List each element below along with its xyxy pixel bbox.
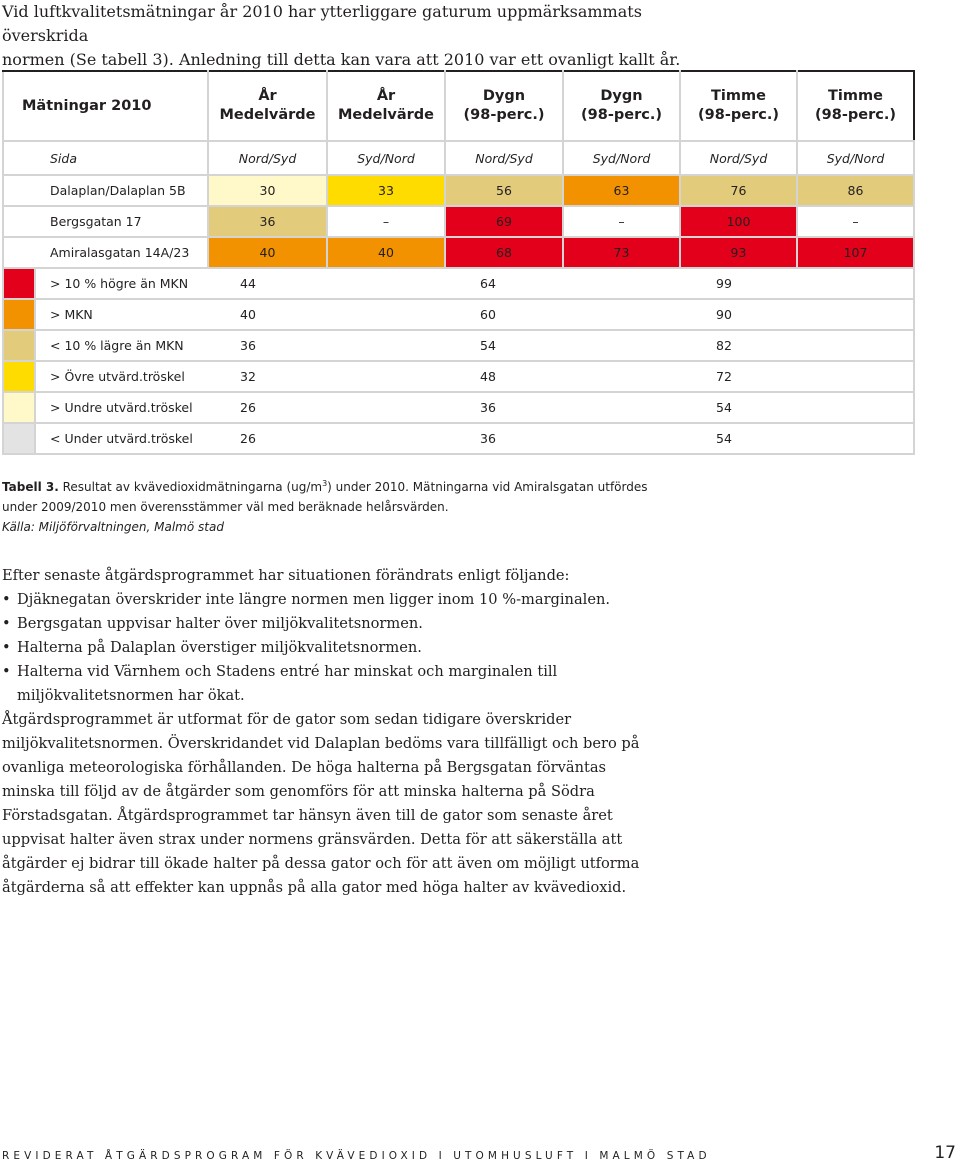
list-item <box>2 660 642 708</box>
caption-superscript: 3 <box>322 479 328 488</box>
legend-content <box>35 299 914 330</box>
table-cell: Nord/Syd <box>680 141 797 175</box>
table-cell: 40 <box>208 237 327 268</box>
table-cell: 93 <box>680 237 797 268</box>
column-header: Dygn (98-perc.) <box>445 71 563 141</box>
table-cell: – <box>797 206 914 237</box>
running-footer: REVIDERAT ÅTGÄRDSPROGRAM FÖR KVÄVEDIOXID I UTOMHUSLUFT I MALMÖ STAD <box>2 1150 711 1162</box>
threshold-value: 32 <box>240 369 256 384</box>
legend-swatch <box>3 423 35 454</box>
table-cell: 76 <box>680 175 797 206</box>
legend-swatch <box>3 361 35 392</box>
legend-row <box>3 330 914 361</box>
threshold-value: 82 <box>716 338 732 353</box>
threshold-value: 54 <box>716 400 732 415</box>
table-row <box>3 206 914 237</box>
caption-text-a: Resultat av kvävedioxidmätningarna (ug/m <box>58 480 323 494</box>
threshold-value: 40 <box>240 307 256 322</box>
list-item <box>2 636 642 660</box>
threshold-value: 26 <box>240 400 256 415</box>
table-cell: 69 <box>445 206 563 237</box>
column-header: År Medelvärde <box>327 71 445 141</box>
column-header: Timme (98-perc.) <box>797 71 914 141</box>
table-cell: Nord/Syd <box>208 141 327 175</box>
threshold-value: 72 <box>716 369 732 384</box>
table-cell: 68 <box>445 237 563 268</box>
legend-row <box>3 423 914 454</box>
row-label: Dalaplan/Dalaplan 5B <box>3 175 208 206</box>
threshold-value: 44 <box>240 276 256 291</box>
table-cell: Syd/Nord <box>797 141 914 175</box>
bullet-icon: • <box>2 663 11 680</box>
list-item-text: Halterna på Dalaplan överstiger miljökvalitetsnormen. <box>17 639 422 656</box>
threshold-value: 36 <box>480 400 496 415</box>
table-cell: 107 <box>797 237 914 268</box>
threshold-value: 36 <box>240 338 256 353</box>
measurements-table <box>2 70 915 455</box>
table-cell: Syd/Nord <box>327 141 445 175</box>
row-label: Bergsgatan 17 <box>3 206 208 237</box>
list-item-text: Bergsgatan uppvisar halter över miljökvalitetsnormen. <box>17 615 423 632</box>
table-row <box>3 237 914 268</box>
legend-content <box>35 330 914 361</box>
threshold-value: 60 <box>480 307 496 322</box>
bullet-icon: • <box>2 615 11 632</box>
legend-swatch <box>3 392 35 423</box>
row-label: Amiralasgatan 14A/23 <box>3 237 208 268</box>
intro-line-2: normen (Se tabell 3). Anledning till detta kan vara att 2010 var ett ovanligt kallt år. <box>2 50 681 69</box>
table-cell: 36 <box>208 206 327 237</box>
intro-paragraph <box>2 0 702 72</box>
caption-text-b: ) under 2010. Mätningarna vid Amiralsgatan utfördes under 2009/2010 men överensstämmer väl med beräknade helårsvärden. <box>2 480 648 514</box>
table-cell: 63 <box>563 175 680 206</box>
legend-swatch <box>3 330 35 361</box>
threshold-value: 54 <box>480 338 496 353</box>
legend-content <box>35 361 914 392</box>
intro-line-1: Vid luftkvalitetsmätningar år 2010 har ytterliggare gaturum uppmärksammats överskrida <box>2 2 642 45</box>
list-item <box>2 612 642 636</box>
legend-label: > Övre utvärd.tröskel <box>50 369 185 384</box>
table-row <box>3 175 914 206</box>
legend-label: > MKN <box>50 307 93 322</box>
legend-label: < Under utvärd.tröskel <box>50 431 193 446</box>
table-cell: – <box>563 206 680 237</box>
table-header-row <box>3 71 914 141</box>
threshold-value: 90 <box>716 307 732 322</box>
table-cell: 100 <box>680 206 797 237</box>
body-intro: Efter senaste åtgärdsprogrammet har situationen förändrats enligt följande: <box>2 567 570 584</box>
table-title: Mätningar 2010 <box>3 71 208 141</box>
table-cell: Nord/Syd <box>445 141 563 175</box>
table-cell: 30 <box>208 175 327 206</box>
bullet-icon: • <box>2 591 11 608</box>
legend-row <box>3 299 914 330</box>
legend-content <box>35 268 914 299</box>
legend-swatch <box>3 299 35 330</box>
caption-lead: Tabell 3. <box>2 480 59 494</box>
threshold-value: 99 <box>716 276 732 291</box>
legend-row <box>3 268 914 299</box>
list-item-text: Halterna vid Värnhem och Stadens entré har minskat och marginalen till miljökvalitetsnormen har ökat. <box>17 663 558 704</box>
legend-row <box>3 361 914 392</box>
column-header: Dygn (98-perc.) <box>563 71 680 141</box>
list-item <box>2 588 642 612</box>
body-section <box>2 564 642 900</box>
table-caption <box>2 474 682 537</box>
table-cell: 56 <box>445 175 563 206</box>
threshold-value: 64 <box>480 276 496 291</box>
table-cell: – <box>327 206 445 237</box>
legend-label: > Undre utvärd.tröskel <box>50 400 193 415</box>
legend-content <box>35 423 914 454</box>
threshold-value: 36 <box>480 431 496 446</box>
row-label: Sida <box>3 141 208 175</box>
legend-row <box>3 392 914 423</box>
threshold-value: 26 <box>240 431 256 446</box>
legend-label: < 10 % lägre än MKN <box>50 338 184 353</box>
caption-source: Källa: Miljöförvaltningen, Malmö stad <box>2 520 224 534</box>
sida-row <box>3 141 914 175</box>
table-cell: 33 <box>327 175 445 206</box>
table-cell: Syd/Nord <box>563 141 680 175</box>
table-cell: 40 <box>327 237 445 268</box>
bullet-list <box>2 588 642 708</box>
body-paragraph: Åtgärdsprogrammet är utformat för de gator som sedan tidigare överskrider miljökvalitetsnormen. Överskridandet vid Dalaplan bedöms vara tillfälligt och bero på ovanliga meteorologiska förhållanden. De höga halterna på Bergsgatan förväntas minska till följd av de åtgärder som genomförs för att minska halterna på Södra Förstadsgatan. Åtgärdsprogrammet tar hänsyn även till de gator som senaste året uppvisat halter även strax under normens gränsvärden. Detta för att säkerställa att åtgärder ej bidrar till ökade halter på dessa gator och för att även om möjligt utforma åtgärderna så att effekter kan uppnås på alla gator med höga halter av kvävedioxid. <box>2 711 640 896</box>
page-number: 17 <box>934 1143 956 1163</box>
legend-swatch <box>3 268 35 299</box>
table-cell: 73 <box>563 237 680 268</box>
column-header: År Medelvärde <box>208 71 327 141</box>
legend-content <box>35 392 914 423</box>
table-cell: 86 <box>797 175 914 206</box>
legend-label: > 10 % högre än MKN <box>50 276 189 291</box>
threshold-value: 48 <box>480 369 496 384</box>
bullet-icon: • <box>2 639 11 656</box>
list-item-text: Djäknegatan överskrider inte längre normen men ligger inom 10 %-marginalen. <box>17 591 610 608</box>
threshold-value: 54 <box>716 431 732 446</box>
column-header: Timme (98-perc.) <box>680 71 797 141</box>
